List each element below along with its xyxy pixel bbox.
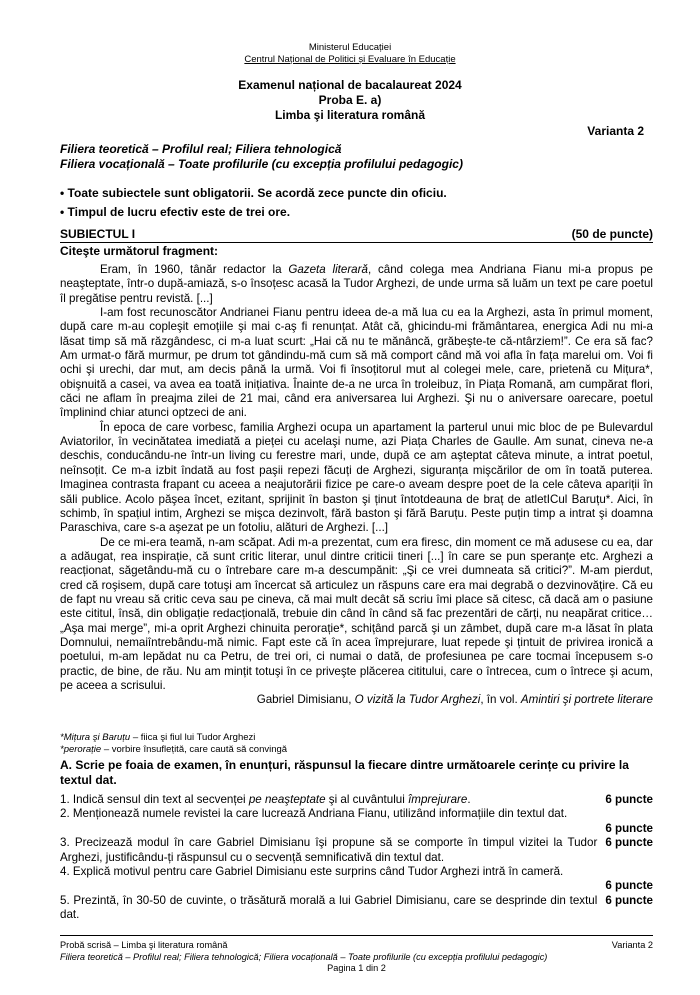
fragment-paragraph: I-am fost recunoscător Andrianei Fianu pentru ideea de-a mă lua cu ea la Arghezi, asta în primul moment, după care m-au copleşit emoțiile şi mai c-aş fi renunțat. Atât că, ghicindu-mi frământarea, energica Adi nu mi-a lăsat timp să mă răzgândesc, ci m-a luat scurt: „Hai că nu te mănâncă, grăbeşte-te că-ntârziem!”. Ce era să fac? Am urmat-o fără murmur, pe drum tot gândindu-mă cum să mă comport când mă voi afla în fața marelui om. Voi fi ochi şi urechi, dar mut, am decis până la urmă. Voi fi însoțitorul mut al colegei mele, care, prietenă cu Mițura*, obişnuită a casei, va avea ea toată inițiativa. Înainte de-a ne urca în troleibuz, în Piața Romană, am cumpărat flori, căci ne aflam în preajma zilei de 21 mai, când era aniversarea lui Arghezi. Şi nu o aniversare oarecare, poetul împlinind chiar atunci optzeci de ani. [60,306,653,420]
exam-title: Examenul național de bacalaureat 2024 [238,78,462,92]
task-points: 6 puncte [605,893,653,907]
variant-label: Varianta 2 [587,124,644,138]
footer-subject: Probă scrisă – Limba şi literatura română [60,940,228,950]
footer-filiere: Filiera teoretică – Profilul real; Filiera tehnologică; Filiera vocațională – Toate profilurile (cu excepția profilului pedagogic) [60,951,548,962]
page-footer [60,940,653,975]
footnotes [60,732,287,756]
footer-divider [60,935,653,936]
task-item: 6 puncte 3. Precizează modul în care Gabriel Dimisianu îşi propune să se comporte în timpul vizitei la Tudor Arghezi, justificându-ți răspunsul cu o secvență semnificativă din textul dat. [60,836,653,864]
task-item: 6 puncte 1. Indică sensul din text al secvenței pe neaşteptate şi al cuvântului împrejurare. [60,793,653,806]
filiera-line-2: Filiera vocațională – Toate profilurile (cu excepția profilului pedagogic) [60,157,463,171]
subject-points: (50 de puncte) [571,227,653,241]
exam-title-block [0,78,700,123]
footnote: *Mițura şi Baruțu – fiica şi fiul lui Tudor Arghezi [60,732,256,743]
footnote: *perorație – vorbire însuflețită, care caută să convingă [60,744,288,755]
task-item: 4. Explică motivul pentru care Gabriel Dimisianu este surprins când Tudor Arghezi intră în cameră. [60,865,564,879]
institution-header [0,42,700,66]
fragment-paragraph: De ce mi-era teamă, n-am scăpat. Adi m-a prezentat, cum era firesc, din moment ce mă adusese cu ea, dar a adăugat, rea inspirație, că sunt critic literar, unul dintre criticii tineri [...] în care se pun speranțe etc. Arghezi a reacționat, săgetându-mă cu o întrebare care m-a descumpănit: „Şi ce vrei dumneata să critici?”. M-am pierdut, cred că roşisem, după care totuşi am încercat să articulez un răspuns care era mai degrabă o dezvinovățire. Că eu de fapt nu vreau să critic ceva sau pe cineva, că mai mult decât să scriu îmi place să citesc, că dacă am o pasiune este cititul, însă, din obligație redacțională, trebuie din când în când să fac prezentări de cărți, nu neapărat critice… „Aşa mai merge”, mi-a oprit Arghezi chinuita perorație*, schițând parcă şi un zâmbet, după care m-a lăsat în plata Domnului, nemaiîntrebându-mă nimic. Fapt este că în acea împrejurare, luat repede şi țintuit de privirea ironică a poetului, m-am lepădat nu ca Petru, de trei ori, ci numai o dată, de profesiunea pe care tocmai începusem s-o practic, de bine, de rău. Nu am mințit totuşi în ce priveşte plăcerea cititului, care o întrecea, cum o întrece şi acum, pe aceea a scrisului. [60,535,653,692]
footer-variant: Varianta 2 [611,940,653,950]
fragment-paragraph: În epoca de care vorbesc, familia Arghezi ocupa un apartament la parterul unui mic bloc de pe Bulevardul Aviatorilor, în vecinătatea imediată a pieței cu acelaşi nume, azi Piața Charles de Gaulle. Am sunat, cineva ne-a deschis, conducându-ne într-un living cu ferestre mari, unde, după ce am aşteptat câteva minute, a intrat poetul, neînsoțit. Ce m-a izbit îndată au fost paşii repezi făcuți de Arghezi, siguranța mişcărilor de om în toată puterea. Imaginea contrasta frapant cu aceea a neajutorării fizice pe care-o aveam despre poet de la cele câteva apariții în săli publice. Acolo păşea încet, ezitant, sprijinit în baston şi ținut întotdeauna de braț de atletICul Baruțu*. Aici, în schimb, în spațiul intim, Arghezi se mişca dezinvolt, fără baston şi fără Baruțu. Peste puțin timp a intrat şi doamna Paraschiva, care s-a aşezat pe un fotoliu, alături de Arghezi. [...] [60,420,653,535]
task-points: 6 puncte [605,836,653,850]
text-fragment [60,263,653,708]
subject-name: Limba şi literatura română [274,108,426,122]
magazine-title: Gazeta literară [288,263,368,276]
task-points: 6 puncte [605,793,653,806]
section-a-instruction: A. Scrie pe foaia de examen, în enunțuri, răspunsul la fiecare dintre următoarele cerințe cu privire la textul dat. [60,758,629,787]
center-name: Centrul Național de Politici și Evaluare în Educație [244,54,456,65]
filiera-line-1: Filiera teoretică – Profilul real; Filiera tehnologică [60,142,342,156]
task-item: 6 puncte 5. Prezintă, în 30-50 de cuvinte, o trăsătură morală a lui Gabriel Dimisianu, care se desprinde din textul dat. [60,893,653,922]
fragment-source: Gabriel Dimisianu, O vizită la Tudor Arghezi, în vol. Amintiri şi portrete literare [256,693,653,707]
rule-item: • Timpul de lucru efectiv este de trei ore. [60,203,447,222]
rules-list [60,184,447,222]
subject-heading [60,227,653,243]
rule-item: • Toate subiectele sunt obligatorii. Se acordă zece puncte din oficiu. [60,184,447,203]
task-list [60,793,653,923]
ministry-name: Ministerul Educației [308,42,392,53]
task-points: 6 puncte [605,821,653,835]
task-points: 6 puncte [605,879,653,893]
proba: Proba E. a) [318,93,382,107]
subject-title: SUBIECTUL I [60,227,136,241]
filiere-block [60,142,463,172]
read-instruction: Citeşte următorul fragment: [60,244,219,258]
task-item: 2. Menționează numele revistei la care lucrează Andriana Fianu, utilizând informațiile din textul dat. [60,807,568,821]
fragment-paragraph: Eram, în 1960, tânăr redactor la Gazeta literară, când colega mea Andriana Fianu mi-a propus pe neaşteptate, într-o după-amiază, s-o însoțesc acasă la Tudor Arghezi, de unde urma să luăm un text pe care poetul îl pregătise pentru revistă. [...] [60,263,653,305]
page-number: Pagina 1 din 2 [327,963,386,973]
